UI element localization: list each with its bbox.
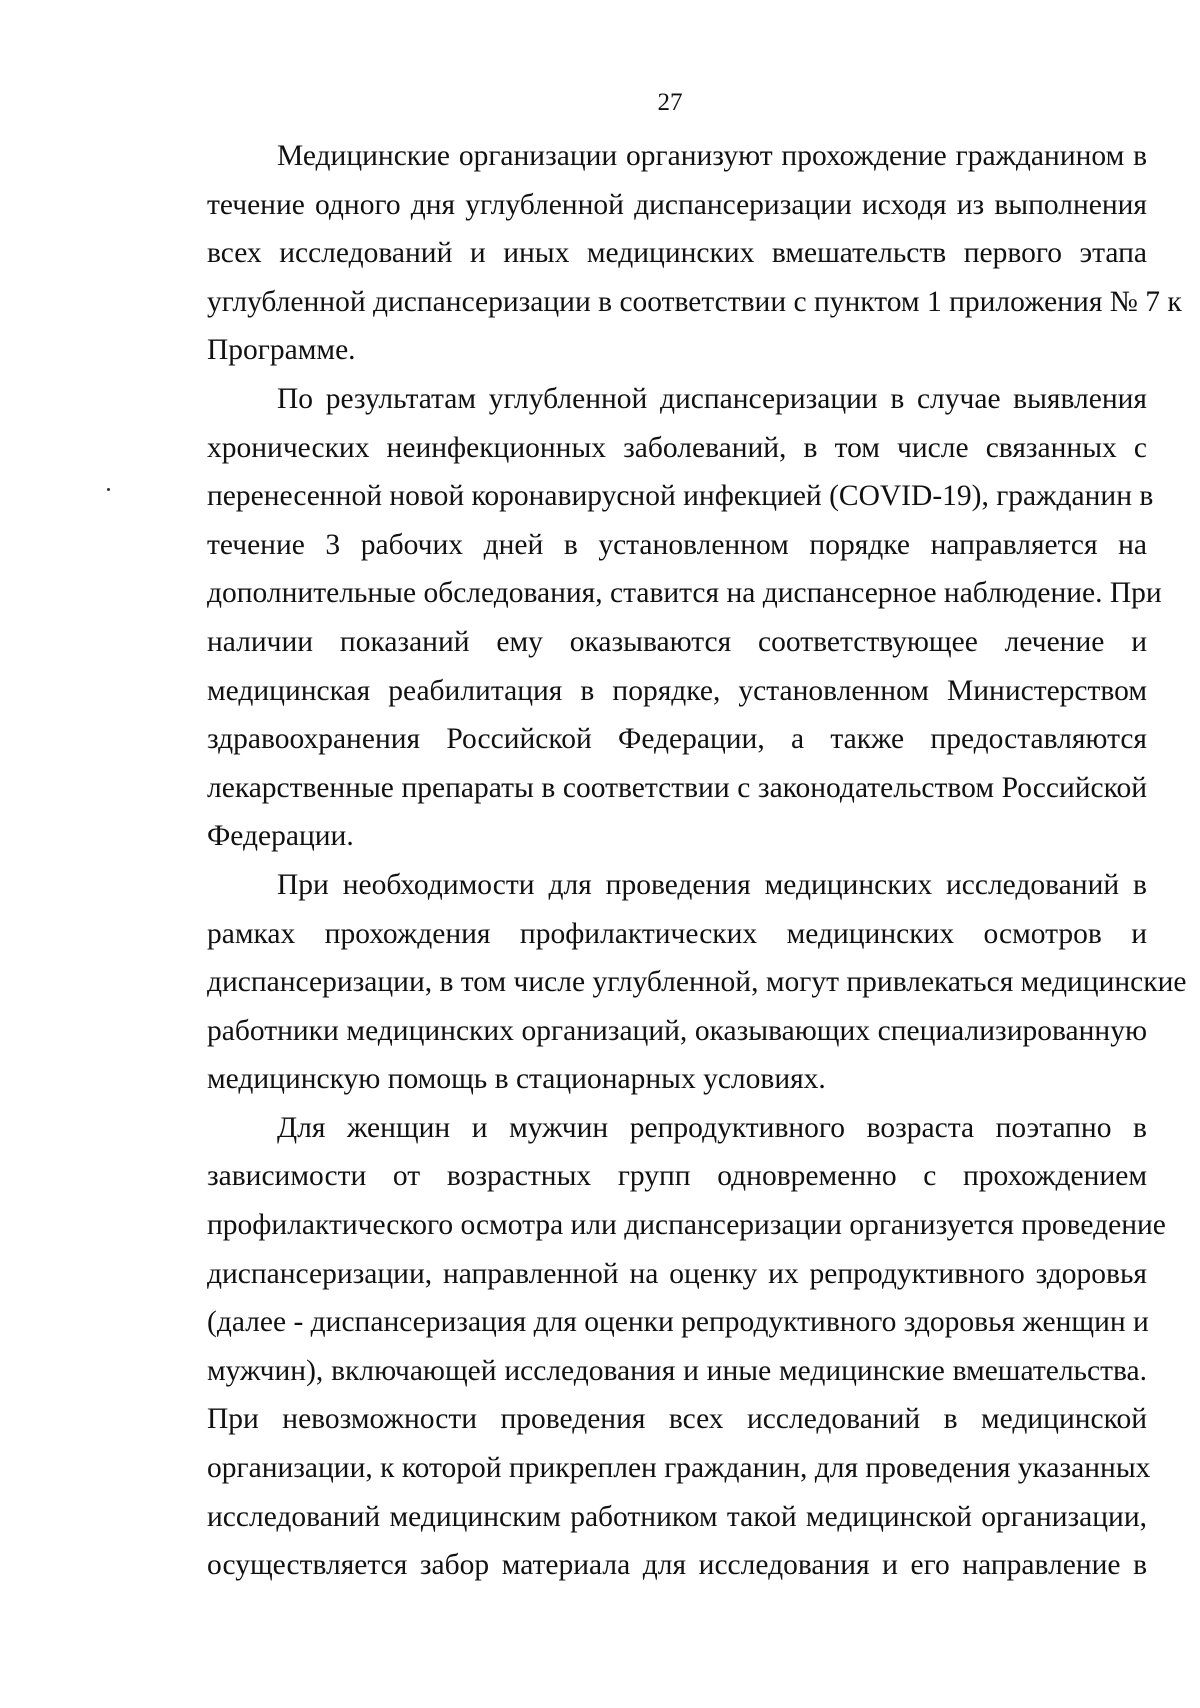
- text-line: При невозможности проведения всех исследований в медицинской: [207, 1403, 1147, 1436]
- text-line: По результатам углубленной диспансеризации в случае выявления: [277, 382, 1147, 415]
- text-line: всех исследований и иных медицинских вмешательств первого этапа: [207, 237, 1147, 270]
- text-line: зависимости от возрастных групп одновременно с прохождением: [207, 1160, 1147, 1193]
- paragraph-reproductive-health: [207, 1104, 1166, 1590]
- text-line: Для женщин и мужчин репродуктивного возраста поэтапно в: [277, 1111, 1147, 1144]
- document-body: [207, 132, 1187, 1590]
- text-line: здравоохранения Российской Федерации, а также предоставляются: [207, 723, 1147, 756]
- text-line: течение 3 рабочих дней в установленном порядке направляется на: [207, 528, 1147, 561]
- text-line: лекарственные препараты в соответствии с законодательством Российской: [207, 771, 1147, 804]
- text-line: наличии показаний ему оказываются соответствующее лечение и: [207, 625, 1147, 658]
- text-line: (далее - диспансеризация для оценки репродуктивного здоровья женщин и: [207, 1306, 1149, 1339]
- paragraph-examination-one-day: [207, 132, 1182, 375]
- text-line: работники медицинских организаций, оказывающих специализированную: [207, 1014, 1147, 1047]
- text-line: исследований медицинским работником такой медицинской организации,: [207, 1500, 1147, 1533]
- text-line: осуществляется забор материала для исследования и его направление в: [207, 1549, 1147, 1582]
- text-line: рамках прохождения профилактических медицинских осмотров и: [207, 917, 1147, 950]
- text-line: медицинская реабилитация в порядке, установленном Министерством: [207, 674, 1147, 707]
- text-line: дополнительные обследования, ставится на диспансерное наблюдение. При: [207, 577, 1162, 610]
- scan-dot-mark: [107, 488, 110, 491]
- text-line: Федерации.: [207, 820, 354, 853]
- paragraph-specialists-involvement: [207, 861, 1187, 1104]
- text-line: течение одного дня углубленной диспансеризации исходя из выполнения: [207, 188, 1147, 221]
- text-line: медицинскую помощь в стационарных условиях.: [207, 1063, 826, 1096]
- text-line: хронических неинфекционных заболеваний, в том числе связанных с: [207, 431, 1147, 464]
- text-line: перенесенной новой коронавирусной инфекцией (COVID-19), гражданин в: [207, 480, 1154, 513]
- text-line: диспансеризации, направленной на оценку их репродуктивного здоровья: [207, 1257, 1147, 1290]
- text-line: диспансеризации, в том числе углубленной, могут привлекаться медицинские: [207, 966, 1187, 999]
- text-line: мужчин), включающей исследования и иные медицинские вмешательства.: [207, 1354, 1147, 1387]
- text-line: профилактического осмотра или диспансеризации организуется проведение: [207, 1209, 1166, 1242]
- paragraph-results-followup: [207, 375, 1162, 861]
- text-line: организации, к которой прикреплен гражданин, для проведения указанных: [207, 1452, 1151, 1485]
- text-line: Медицинские организации организуют прохождение гражданином в: [277, 140, 1147, 172]
- text-line: Программе.: [207, 334, 356, 367]
- text-line: углубленной диспансеризации в соответствии с пунктом 1 приложения № 7 к: [207, 285, 1182, 318]
- page-number: 27: [657, 89, 683, 116]
- text-line: При необходимости для проведения медицинских исследований в: [277, 868, 1147, 901]
